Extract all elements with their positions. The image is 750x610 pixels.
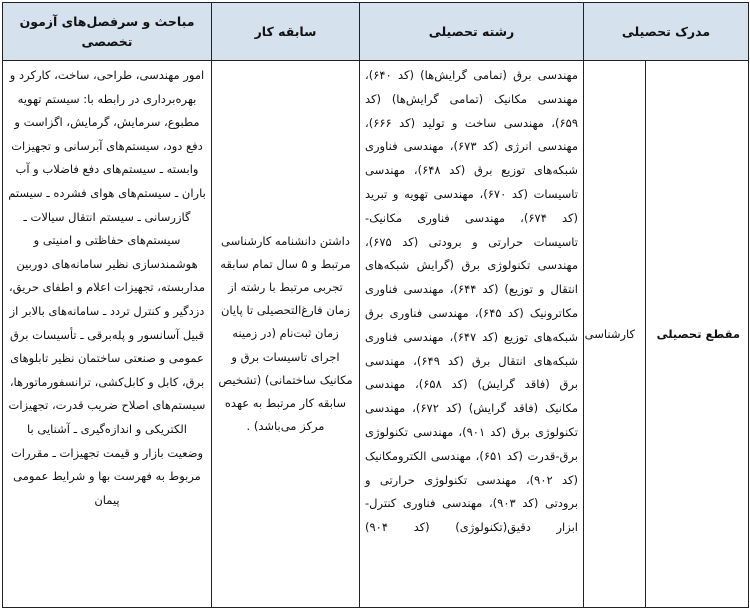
degree-cell: کارشناسی xyxy=(584,61,646,608)
experience-cell: داشتن دانشنامه کارشناسی مرتبط و ۵ سال تمام سابقه تجربی مرتبط با رشته از زمان فارغ‌التحصیلی تا پایان زمان ثبت‌نام (در زمینه اجرای تاسیسات برق و مکانیک ساختمانی) (تشخیص سابقه کار مرتبط به عهده مرکز می‌باشد) . xyxy=(212,61,360,608)
header-experience: سابقه کار xyxy=(212,3,360,61)
header-row xyxy=(3,3,749,61)
header-field: رشته تحصیلی xyxy=(360,3,584,61)
requirements-table xyxy=(2,2,749,608)
header-degree: مدرک تحصیلی xyxy=(584,3,749,61)
degree-level-cell: مقطع تحصیلی xyxy=(646,61,749,608)
table-row xyxy=(3,61,749,608)
header-topics: مباحث و سرفصل‌های آزمون تخصصی xyxy=(3,3,212,61)
topics-cell: امور مهندسی، طراحی، ساخت، کارکرد و بهره‌برداری در رابطه با: سیستم تهویه مطبوع، سرمایش، گرمایش، اگزاست و دفع دود، سیستم‌های آبرسانی و تجهیزات وابسته ـ سیستم‌ها‌ی دفع فاضلاب و آب باران ـ سیستم‌های هوای فشرده ـ سیستم گازرسانی ـ سیستم انتقال سیالات ـ سیستم‌های حفاظتی و امنیتی و هوشمندسازی نظیر سامانه‌های دوربین مداربسته، تجهیزات اعلام و اطفای حریق، دزدگیر و کنترل تردد ـ سامانه‌ها‌ی بالابر از قبیل آسانسور و پله‌برقی ـ تأسیسات برق عمومی و صنعتی ساختمان نظیر تابلوهای برق، کابل و کابل‌کشی، ترانسفورماتورها، سیستم‌های اصلاح ضریب قدرت، تجهیزات الکتریکی و اندازه‌گیری ـ آشنایی با وضعیت بازار و قیمت تجهیزات ـ مقررات مربوط به فهرست بها و شرایط عمومی پیمان xyxy=(3,61,212,608)
fields-cell: مهندسی برق (تمامی گرایش‌ها) (کد ۶۴۰)، مهندسی مکانیک (تمامی گرایش‌ها) (کد ۶۵۹)، مهندسی ساخت و تولید (کد ۶۶۶)، مهندسی انرژی (کد ۶۷۳)، مهندسی فناوری شبکه‌های توزیع برق (کد ۶۴۸)، مهندسی تاسیسات (کد ۶۷۰)، مهندسی تهویه و تبرید (کد ۶۷۴)، مهندسی فناوری مکانیک- تاسیسات حرارتی و برودتی (کد ۶۷۵)، مهندسی تکنولوژی برق (گرایش شبکه‌های انتقال و توزیع) (کد ۶۴۴)، مهندسی فناوری مکاترونیک (کد ۶۴۵)، مهندسی فناوری برق شبکه‌های توزیع (کد ۶۴۷)، مهندسی فناوری شبکه‌های انتقال برق (کد ۶۴۹)، مهندسی برق (فاقد گرایش) (کد ۶۵۸)، مهندسی مکانیک (فاقد گرایش) (کد ۶۷۲)، مهندسی تکنولوژی برق (کد ۹۰۱)، مهندسی تکنولوژی برق-قدرت (کد ۶۵۱)، مهندسی الکترومکانیک (کد ۹۰۲)، مهندسی تکنولوژی حرارتی و برودتی (کد ۹۰۳)، مهندسی فناوری کنترل- ابزار دقیق(تکنولوژی) (کد ۹۰۴) xyxy=(360,61,584,608)
